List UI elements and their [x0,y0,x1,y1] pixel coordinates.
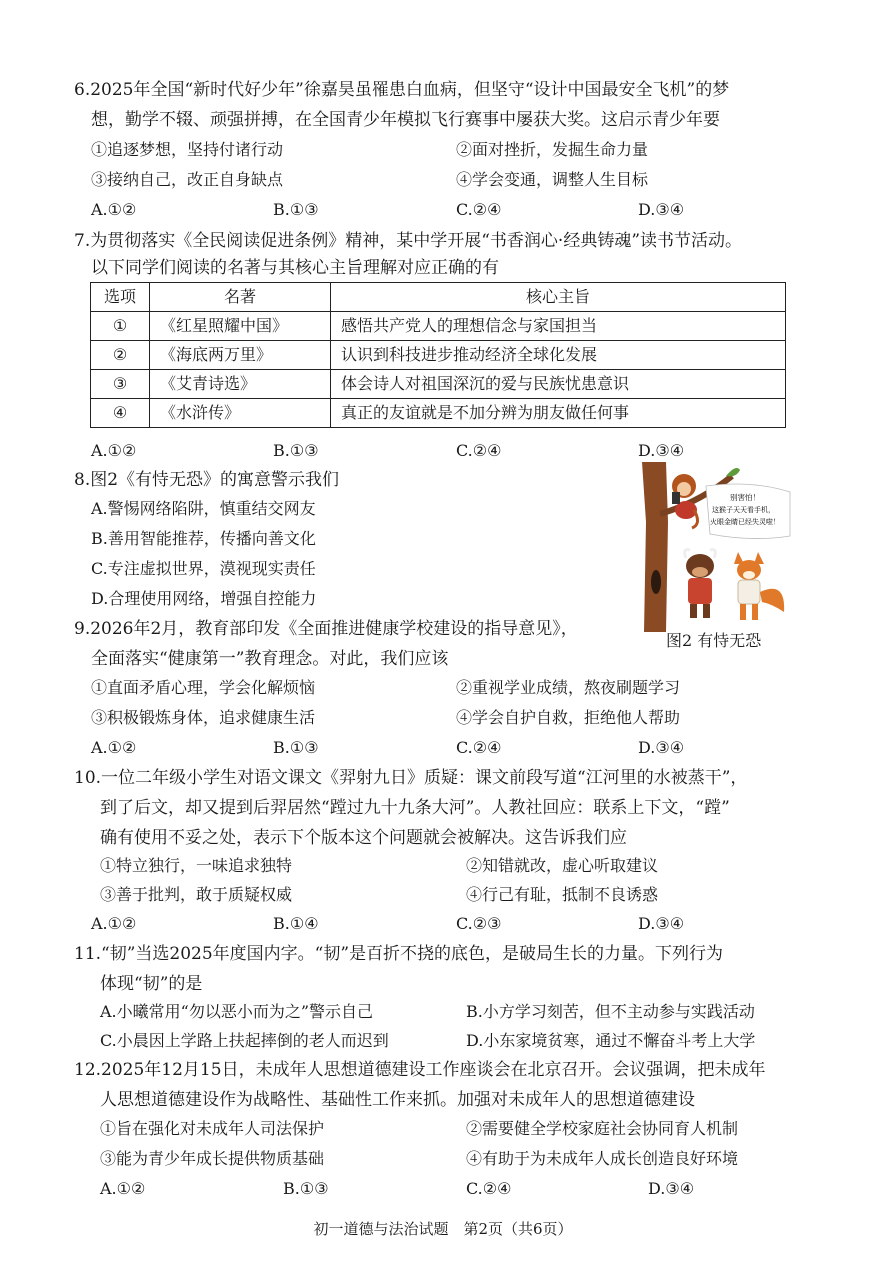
q6-option-d: D.③④ [638,200,685,219]
table-cell: 感悟共产党人的理想信念与家国担当 [331,312,786,341]
q6-statement-4: ④学会变通，调整人生目标 [456,170,649,189]
q6-option-a: A.①② [91,200,137,219]
tree-hole [651,570,661,594]
q11-option-b: B.小方学习刻苦，但不主动参与实践活动 [466,1002,755,1021]
q10-stem-line-2: 到了后文，却又提到后羿居然“蹚过九十九条大河”。人教社回应：联系上下文，“蹚” [100,798,730,818]
q9-statement-2: ②重视学业成绩，熬夜刷题学习 [456,678,681,697]
table-row [91,312,786,341]
table-row [91,399,786,428]
q9-option-b: B.①③ [273,738,319,757]
q8-option-b: B.善用智能推荐，传播向善文化 [91,529,316,548]
q6-stem-line-2: 想，勤学不辍、顽强拼搏，在全国青少年模拟飞行赛事中屡获大奖。这启示青少年要 [91,110,720,130]
q8-option-d: D.合理使用网络，增强自控能力 [91,589,317,608]
q9-statement-1: ①直面矛盾心理，学会化解烦恼 [91,678,316,697]
q7-stem-line-2: 以下同学们阅读的名著与其核心主旨理解对应正确的有 [91,258,499,278]
leaf [726,468,740,476]
q10-option-c: C.②③ [456,914,502,933]
q12-statement-2: ②需要健全学校家庭社会协同育人机制 [466,1119,739,1138]
table-cell: ① [91,312,150,341]
q10-option-a: A.①② [91,914,137,933]
table-cell: ③ [91,370,150,399]
q9-option-d: D.③④ [638,738,685,757]
page-footer: 初一道德与法治试题 第2页（共6页） [313,1220,573,1238]
table-cell: 认识到科技进步推动经济全球化发展 [331,341,786,370]
q11-option-c: C.小晨因上学路上扶起摔倒的老人而迟到 [100,1031,389,1050]
q12-stem-line-2: 人思想道德建设作为战略性、基础性工作来抓。加强对未成年人的思想道德建设 [100,1090,695,1110]
table-row [91,341,786,370]
q8-option-a: A.警惕网络陷阱，慎重结交网友 [91,499,316,518]
q6-stem-line-1: 6.2025年全国“新时代好少年”徐嘉昊虽罹患白血病，但坚守“设计中国最安全飞机”的梦 [74,80,730,100]
q7-table [90,282,786,428]
q11-option-a: A.小曦常用“勿以恶小而为之”警示自己 [100,1002,374,1021]
bubble-text-1: 别害怕！ [730,493,760,502]
q9-stem-line-1: 9.2026年2月，教育部印发《全面推进健康学校建设的指导意见》， [74,619,578,639]
header-cell: 名著 [150,283,331,312]
table-header-row [91,283,786,312]
q10-stem-line-3: 确有使用不妥之处，表示下个版本这个问题就会被解决。这告诉我们应 [100,828,627,848]
bubble-text-2: 这猴子天天看手机， [712,506,775,514]
q9-stem-line-2: 全面落实“健康第一”教育理念。对此，我们应该 [91,649,449,669]
q6-option-c: C.②④ [456,200,502,219]
q9-statement-3: ③积极锻炼身体，追求健康生活 [91,708,316,727]
q12-option-d: D.③④ [648,1179,695,1198]
q6-statement-1: ①追逐梦想，坚持付诸行动 [91,140,284,159]
q7-option-d: D.③④ [638,441,685,460]
table-cell: 《艾青诗选》 [150,370,331,399]
ox-icon [685,550,716,618]
header-cell: 核心主旨 [331,283,786,312]
fox-icon [734,552,784,620]
q10-stem-line-1: 10.一位二年级小学生对语文课文《羿射九日》质疑：课文前段写道“江河里的水被蒸干”， [74,768,748,788]
q10-statement-3: ③善于批判，敢于质疑权威 [100,885,293,904]
table-cell: 《海底两万里》 [150,341,331,370]
table-cell: 《水浒传》 [150,399,331,428]
q10-statement-2: ②知错就改，虚心听取建议 [466,856,659,875]
q6-statement-2: ②面对挫折，发掘生命力量 [456,140,649,159]
q12-option-a: A.①② [100,1179,146,1198]
cartoon-figure [640,462,794,632]
q12-statement-1: ①旨在强化对未成年人司法保护 [100,1119,325,1138]
q7-option-a: A.①② [91,441,137,460]
q10-option-d: D.③④ [638,914,685,933]
q11-stem-line-1: 11.“韧”当选2025年度国内字。“韧”是百折不挠的底色，是破局生长的力量。下列行为 [74,944,724,964]
table-cell: 真正的友谊就是不加分辨为朋友做任何事 [331,399,786,428]
table-cell: 《红星照耀中国》 [150,312,331,341]
q11-option-d: D.小东家境贫寒，通过不懈奋斗考上大学 [466,1031,756,1050]
q8-stem: 8.图2《有恃无恐》的寓意警示我们 [74,470,340,490]
q12-option-c: C.②④ [466,1179,512,1198]
q7-stem-line-1: 7.为贯彻落实《全民阅读促进条例》精神，某中学开展“书香润心·经典铸魂”读书节活动。 [74,231,743,251]
q6-option-b: B.①③ [273,200,319,219]
q12-statement-3: ③能为青少年成长提供物质基础 [100,1149,325,1168]
header-cell: 选项 [91,283,150,312]
table-row [91,370,786,399]
q7-option-c: C.②④ [456,441,502,460]
q10-statement-1: ①特立独行，一味追求独特 [100,856,293,875]
bubble-text-3: 火眼金睛已经失灵啦！ [710,518,780,526]
q9-statement-4: ④学会自护自救，拒绝他人帮助 [456,708,681,727]
q12-option-b: B.①③ [283,1179,329,1198]
q9-option-c: C.②④ [456,738,502,757]
q10-option-b: B.①④ [273,914,319,933]
q9-option-a: A.①② [91,738,137,757]
table-cell: ④ [91,399,150,428]
table-cell: ② [91,341,150,370]
q12-stem-line-1: 12.2025年12月15日，未成年人思想道德建设工作座谈会在北京召开。会议强调，把未成年 [74,1060,766,1080]
q6-statement-3: ③接纳自己，改正自身缺点 [91,170,284,189]
figure-caption: 图2 有恃无恐 [666,631,762,650]
q12-statement-4: ④有助于为未成年人成长创造良好环境 [466,1149,739,1168]
q10-statement-4: ④行己有耻，抵制不良诱惑 [466,885,659,904]
table-cell: 体会诗人对祖国深沉的爱与民族忧患意识 [331,370,786,399]
q7-option-b: B.①③ [273,441,319,460]
q11-stem-line-2: 体现“韧”的是 [100,974,203,994]
q8-option-c: C.专注虚拟世界，漠视现实责任 [91,559,316,578]
tree-trunk [642,462,668,632]
